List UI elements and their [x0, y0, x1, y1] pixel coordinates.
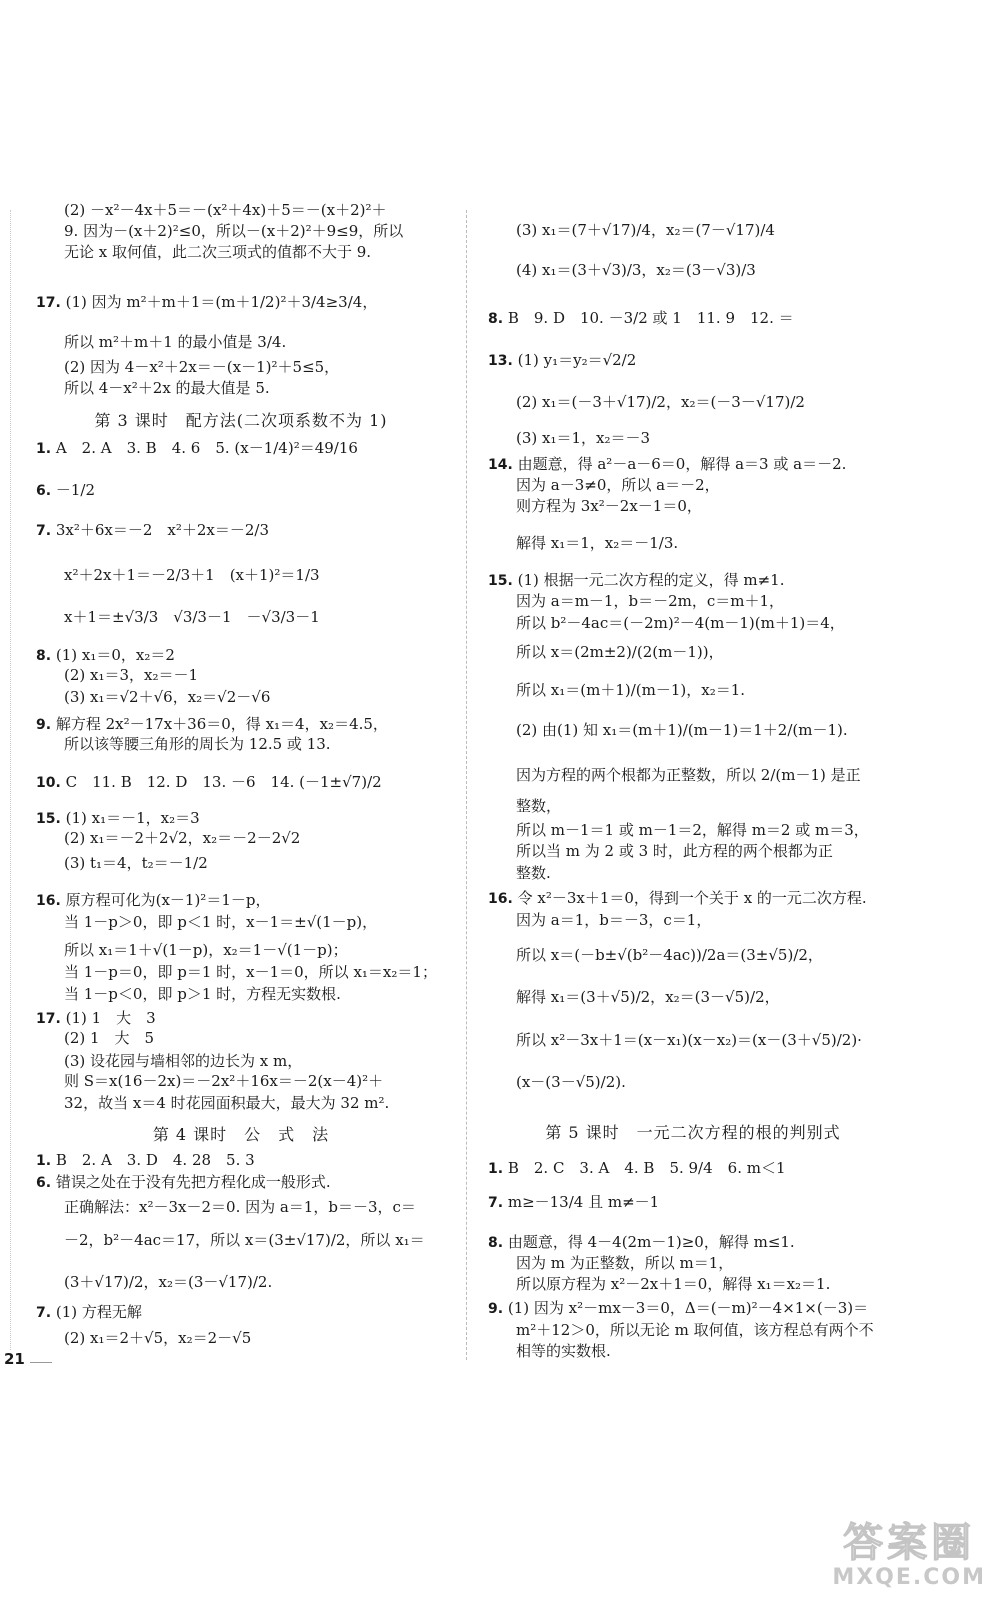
answer-line [36, 1197, 416, 1217]
answer-line [36, 1093, 389, 1113]
question-number: 6. [36, 483, 52, 499]
answer-text: 由题意，得 a²－a－6＝0，解得 a＝3 或 a＝－2. [517, 455, 847, 473]
watermark-logo: 答案圈 [843, 1520, 976, 1566]
answer-line [488, 765, 861, 785]
question-number: 8. [488, 1235, 504, 1251]
answer-text: (3) t₁＝4，t₂＝－1/2 [64, 854, 208, 872]
answer-text: 因为 a－3≠0，所以 a＝－2， [516, 476, 720, 494]
answer-line [488, 841, 833, 861]
answer-text: 32，故当 x＝4 时花园面积最大，最大为 32 m². [64, 1094, 390, 1112]
answer-text: 原方程可化为(x－1)²＝1－p， [65, 891, 271, 909]
answer-text: 所以 x₁＝1＋√(1－p)，x₂＝1－√(1－p)； [64, 941, 348, 959]
answer-text: (3) x₁＝(7＋√17)/4，x₂＝(7－√17)/4 [516, 221, 775, 239]
answer-item [488, 1158, 786, 1179]
answer-line [36, 665, 198, 685]
answer-text: 所以 x＝(2m±2)/(2(m－1))， [516, 643, 724, 661]
answer-line [488, 496, 702, 516]
answer-text: x²＋2x＋1＝－2/3＋1 (x＋1)²＝1/3 [64, 566, 320, 584]
answer-text: 则 S＝x(16－2x)＝－2x²＋16x＝－2(x－4)²＋ [64, 1072, 384, 1090]
answer-item [36, 1172, 331, 1193]
question-number: 7. [36, 1305, 52, 1321]
answer-line [488, 533, 678, 553]
answer-line [488, 863, 551, 883]
section-heading: 第 4 课时 公 式 法 [152, 1125, 330, 1144]
question-number: 8. [488, 311, 504, 327]
question-number: 17. [36, 1011, 61, 1027]
question-number: 1. [488, 1161, 504, 1177]
answer-line [36, 357, 339, 377]
page-number: 21 [4, 1350, 25, 1368]
answer-item [488, 350, 636, 371]
answer-text: 无论 x 取何值，此二次三项式的值都不大于 9. [64, 243, 372, 261]
answer-text: 由题意，得 4－4(2m－1)≥0，解得 m≤1. [507, 1233, 795, 1251]
answer-line [488, 392, 805, 412]
question-number: 15. [36, 811, 61, 827]
answer-text: 所以 x＝(－b±√(b²－4ac))/2a＝(3±√5)/2， [516, 946, 823, 964]
answer-text: 所以 4－x²＋2x 的最大值是 5. [64, 379, 270, 397]
answer-line [488, 987, 780, 1007]
answer-line [488, 1072, 626, 1092]
answer-line [36, 378, 270, 398]
answer-line [488, 820, 869, 840]
answer-line [488, 591, 784, 611]
answer-text: C 11. B 12. D 13. －6 14. (－1±√7)/2 [65, 773, 382, 791]
answer-text: 因为 a＝m－1，b＝－2m，c＝m＋1， [516, 592, 785, 610]
answer-text: B 2. A 3. D 4. 28 5. 3 [55, 1151, 255, 1169]
answer-line [36, 734, 331, 754]
column-divider [466, 210, 467, 1360]
answer-line [488, 680, 745, 700]
answer-text: (2) x₁＝3，x₂＝－1 [64, 666, 199, 684]
answer-line [488, 260, 756, 280]
question-number: 16. [488, 891, 513, 907]
answer-item [36, 480, 95, 501]
answer-item [488, 570, 784, 591]
answer-text: (2) x₁＝2＋√5，x₂＝2－√5 [64, 1329, 252, 1347]
answer-line [36, 242, 371, 262]
answer-line [488, 1320, 874, 1340]
answer-line [36, 1272, 272, 1292]
answer-line [36, 1328, 251, 1348]
answer-text: 解方程 2x²－17x＋36＝0，得 x₁＝4，x₂＝4.5， [55, 715, 388, 733]
answer-text: (2) 由(1) 知 x₁＝(m＋1)/(m－1)＝1＋2/(m－1). [516, 721, 848, 739]
answer-line [36, 984, 341, 1004]
answer-text: 当 1－p＜0，即 p＞1 时，方程无实数根. [64, 985, 341, 1003]
answer-text: 解得 x₁＝(3＋√5)/2，x₂＝(3－√5)/2， [516, 988, 780, 1006]
answer-text: (1) 因为 x²－mx－3＝0，Δ＝(－m)²－4×1×(－3)＝ [507, 1299, 869, 1317]
answer-text: －2，b²－4ac＝17，所以 x＝(3±√17)/2，所以 x₁＝ [64, 1231, 425, 1249]
answer-text: －1/2 [55, 481, 95, 499]
answer-item [36, 772, 382, 793]
answer-line [488, 1341, 611, 1361]
answer-text: 因为方程的两个根都为正整数，所以 2/(m－1) 是正 [516, 766, 861, 784]
answer-text: 所以 x²－3x＋1＝(x－x₁)(x－x₂)＝(x－(3＋√5)/2)· [516, 1031, 862, 1049]
answer-text: 正确解法：x²－3x－2＝0. 因为 a＝1，b＝－3，c＝ [64, 1198, 416, 1216]
answer-text: 所以 b²－4ac＝(－2m)²－4(m－1)(m＋1)＝4， [516, 614, 845, 632]
answer-text: B 2. C 3. A 4. B 5. 9/4 6. m＜1 [507, 1159, 786, 1177]
answer-line [488, 720, 848, 740]
answer-text: (1) y₁＝y₂＝√2/2 [517, 351, 637, 369]
question-number: 10. [36, 775, 61, 791]
answer-text: (1) 因为 m²＋m＋1＝(m＋1/2)²＋3/4≥3/4， [65, 293, 378, 311]
answer-line [488, 1253, 733, 1273]
question-number: 1. [36, 441, 52, 457]
answer-line [36, 332, 286, 352]
question-number: 15. [488, 573, 513, 589]
answer-text: (3) x₁＝1，x₂＝－3 [516, 429, 651, 447]
answer-line [36, 962, 437, 982]
watermark-url: MXQE.COM [832, 1565, 986, 1590]
answer-text: (1) x₁＝－1，x₂＝3 [65, 809, 200, 827]
answer-line [488, 1030, 862, 1050]
answer-item [36, 890, 270, 911]
answer-text: m²＋12＞0，所以无论 m 取何值，该方程总有两个不 [516, 1321, 874, 1339]
answer-text: (2) x₁＝(－3＋√17)/2，x₂＝(－3－√17)/2 [516, 393, 805, 411]
binding-margin-rule [10, 210, 11, 1350]
answer-text: (1) x₁＝0，x₂＝2 [55, 646, 175, 664]
answer-item [488, 1192, 659, 1213]
question-number: 1. [36, 1153, 52, 1169]
answer-item [488, 1298, 868, 1319]
answer-text: 则方程为 3x²－2x－1＝0， [516, 497, 702, 515]
answer-line [488, 220, 775, 240]
answer-text: 令 x²－3x＋1＝0，得到一个关于 x 的一元二次方程. [517, 889, 867, 907]
answer-text: B 9. D 10. －3/2 或 1 11. 9 12. ＝ [507, 309, 794, 327]
answer-line [36, 853, 208, 873]
answer-item [488, 454, 846, 475]
answer-text: 整数， [516, 797, 562, 815]
answer-line [488, 613, 845, 633]
answer-text: 所以 m²＋m＋1 的最小值是 3/4. [64, 333, 287, 351]
answer-text: m≥－13/4 且 m≠－1 [507, 1193, 660, 1211]
answer-text: 因为 a＝1，b＝－3，c＝1， [516, 911, 712, 929]
question-number: 17. [36, 295, 61, 311]
answer-text: (3) x₁＝√2＋√6，x₂＝√2－√6 [64, 688, 271, 706]
answer-text: x＋1＝±√3/3 √3/3－1 －√3/3－1 [64, 608, 320, 626]
answer-text: 3x²＋6x＝－2 x²＋2x＝－2/3 [55, 521, 270, 539]
answer-text: 所以 m－1＝1 或 m－1＝2，解得 m＝2 或 m＝3， [516, 821, 869, 839]
answer-item [36, 438, 358, 459]
watermark [832, 1521, 986, 1590]
answer-item [36, 714, 388, 735]
answer-text: 解得 x₁＝1，x₂＝－1/3. [516, 534, 679, 552]
question-number: 9. [36, 717, 52, 733]
question-number: 16. [36, 893, 61, 909]
answer-line [36, 1071, 383, 1091]
answer-text: (2) －x²－4x＋5＝－(x²＋4x)＋5＝－(x＋2)²＋ [64, 201, 387, 219]
question-number: 6. [36, 1175, 52, 1191]
answer-line [36, 828, 300, 848]
answer-text: 错误之处在于没有先把方程化成一般形式. [55, 1173, 331, 1191]
answer-line [36, 1051, 302, 1071]
question-number: 13. [488, 353, 513, 369]
answer-text: 整数. [516, 864, 551, 882]
answer-item [36, 1150, 255, 1171]
answer-text: (4) x₁＝(3＋√3)/3，x₂＝(3－√3)/3 [516, 261, 756, 279]
answer-line [36, 607, 320, 627]
question-number: 8. [36, 648, 52, 664]
answer-item [36, 1302, 142, 1323]
answer-item [488, 888, 867, 909]
answer-text: 相等的实数根. [516, 1342, 611, 1360]
answer-line [36, 1230, 425, 1250]
answer-text: 当 1－p＞0，即 p＜1 时，x－1＝±√(1－p)， [64, 913, 378, 931]
answer-item [488, 1232, 795, 1253]
answer-text: 9. 因为－(x＋2)²≤0，所以－(x＋2)²＋9≤9，所以 [64, 222, 404, 240]
answer-text: 所以原方程为 x²－2x＋1＝0，解得 x₁＝x₂＝1. [516, 1275, 831, 1293]
answer-text: 所以该等腰三角形的周长为 12.5 或 13. [64, 735, 331, 753]
answer-text: (1) 1 大 3 [65, 1009, 156, 1027]
answer-item [36, 520, 269, 541]
question-number: 14. [488, 457, 513, 473]
page-number-rule [30, 1362, 52, 1363]
answer-line [36, 200, 386, 220]
answer-text: (x－(3－√5)/2). [516, 1073, 626, 1091]
answer-text: (1) 根据一元二次方程的定义，得 m≠1. [517, 571, 785, 589]
answer-text: 因为 m 为正整数，所以 m＝1， [516, 1254, 734, 1272]
answer-item [36, 645, 175, 666]
answer-text: (2) 因为 4－x²＋2x＝－(x－1)²＋5≤5， [64, 358, 340, 376]
answer-line [36, 1028, 154, 1048]
question-number: 9. [488, 1301, 504, 1317]
answer-line [488, 642, 724, 662]
answer-text: A 2. A 3. B 4. 6 5. (x－1/4)²＝49/16 [55, 439, 358, 457]
answer-line [488, 428, 650, 448]
question-number: 7. [36, 523, 52, 539]
answer-line [488, 475, 720, 495]
answer-item [488, 308, 794, 329]
answer-line [488, 910, 711, 930]
answer-text: (2) 1 大 5 [64, 1029, 155, 1047]
answer-line [36, 221, 403, 241]
answer-text: 当 1－p＝0，即 p＝1 时，x－1＝0，所以 x₁＝x₂＝1； [64, 963, 437, 981]
answer-line [488, 796, 561, 816]
section-heading: 第 5 课时 一元二次方程的根的判别式 [545, 1123, 841, 1142]
answer-text: (3＋√17)/2，x₂＝(3－√17)/2. [64, 1273, 273, 1291]
answer-text: 所以 x₁＝(m＋1)/(m－1)，x₂＝1. [516, 681, 746, 699]
answer-item [36, 808, 200, 829]
answer-line [488, 1274, 830, 1294]
answer-text: (1) 方程无解 [55, 1303, 142, 1321]
answer-text: (2) x₁＝－2＋2√2，x₂＝－2－2√2 [64, 829, 301, 847]
answer-text: (3) 设花园与墙相邻的边长为 x m， [64, 1052, 303, 1070]
answer-text: 所以当 m 为 2 或 3 时，此方程的两个根都为正 [516, 842, 833, 860]
answer-line [488, 945, 823, 965]
answer-item [36, 1008, 156, 1029]
answer-item [36, 292, 377, 313]
answer-line [36, 940, 348, 960]
question-number: 7. [488, 1195, 504, 1211]
answer-line [36, 912, 377, 932]
answer-line [36, 565, 320, 585]
answer-line [36, 687, 270, 707]
section-heading: 第 3 课时 配方法(二次项系数不为 1) [94, 411, 388, 430]
